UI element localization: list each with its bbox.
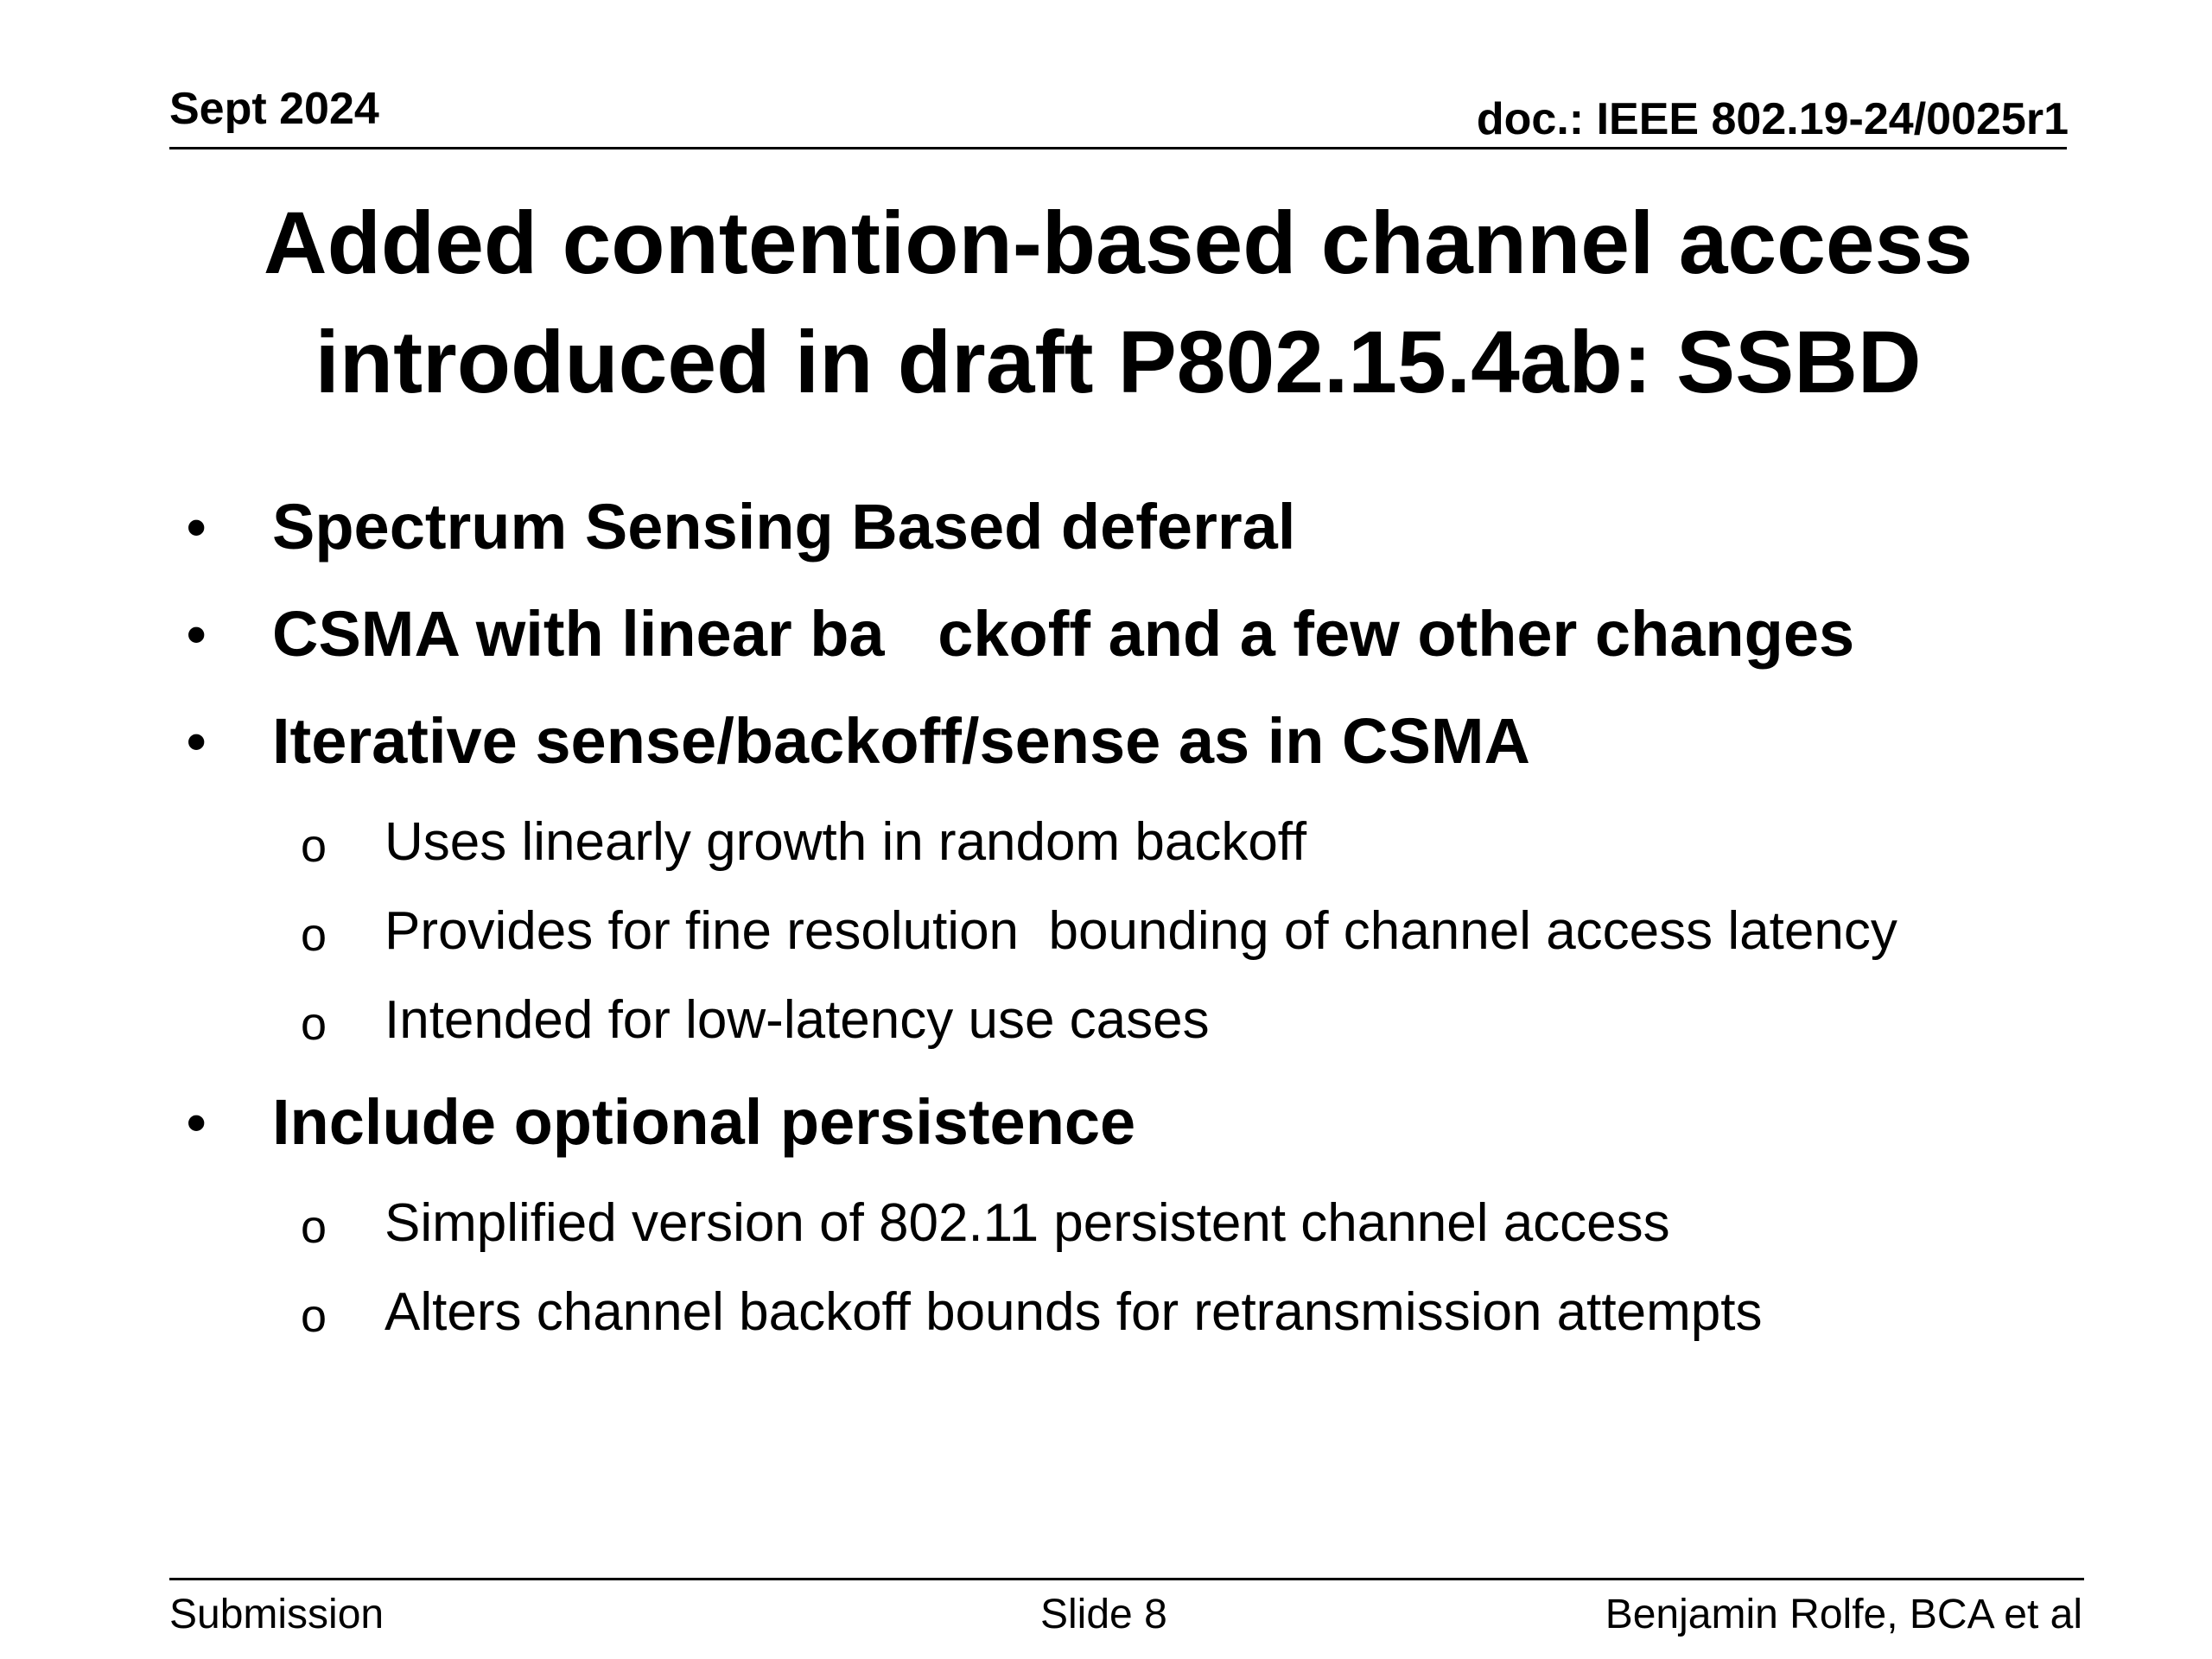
circle-bullet-icon: o <box>301 909 327 961</box>
circle-bullet-icon: o <box>301 1290 327 1342</box>
circle-bullet-icon: o <box>301 820 327 872</box>
bullet-item <box>169 591 2105 677</box>
bullet-text: Include optional persistence <box>272 1086 1136 1158</box>
bullet-dot-icon: • <box>187 496 207 558</box>
footer-slide-number: Slide 8 <box>1040 1592 1167 1637</box>
sub-bullet-text: Intended for low-latency use cases <box>385 990 1210 1050</box>
bullet-dot-icon: • <box>187 710 207 772</box>
sub-bullet-item <box>169 805 2105 880</box>
circle-bullet-icon: o <box>301 998 327 1050</box>
bullet-dot-icon: • <box>187 603 207 665</box>
bullet-item <box>169 484 2105 570</box>
sub-bullet-text: Simplified version of 802.11 persistent channel access <box>385 1193 1670 1253</box>
footer-divider <box>169 1578 2084 1580</box>
bullet-list <box>169 484 2105 1364</box>
sub-bullet-item <box>169 983 2105 1058</box>
slide-title <box>169 183 2067 422</box>
spacer <box>169 1072 2105 1079</box>
sub-bullet-text: Uses linearly growth in random backoff <box>385 812 1307 872</box>
sub-bullet-text: Provides for fine resolution bounding of channel access latency <box>385 901 1897 961</box>
bullet-dot-icon: • <box>187 1091 207 1154</box>
bullet-text: Iterative sense/backoff/sense as in CSMA <box>272 705 1530 777</box>
title-line-2: introduced in draft P802.15.4ab: SSBD <box>315 313 1922 411</box>
title-line-1: Added contention-based channel access <box>263 194 1974 292</box>
bullet-text: Spectrum Sensing Based deferral <box>272 491 1296 563</box>
footer-author: Benjamin Rolfe, BCA et al <box>1605 1592 2082 1637</box>
circle-bullet-icon: o <box>301 1201 327 1253</box>
bullet-item <box>169 698 2105 785</box>
bullet-text: CSMA with linear ba ckoff and a few other changes <box>272 598 1855 670</box>
sub-bullet-item <box>169 894 2105 969</box>
header-divider <box>169 147 2067 149</box>
sub-bullet-item <box>169 1275 2105 1350</box>
footer-submission: Submission <box>169 1592 385 1637</box>
bullet-item <box>169 1079 2105 1166</box>
header-date: Sept 2024 <box>169 84 379 134</box>
sub-bullet-item <box>169 1186 2105 1261</box>
sub-bullet-text: Alters channel backoff bounds for retransmission attempts <box>385 1282 1763 1342</box>
header-doc-id: doc.: IEEE 802.19-24/0025r1 <box>1476 94 2069 144</box>
